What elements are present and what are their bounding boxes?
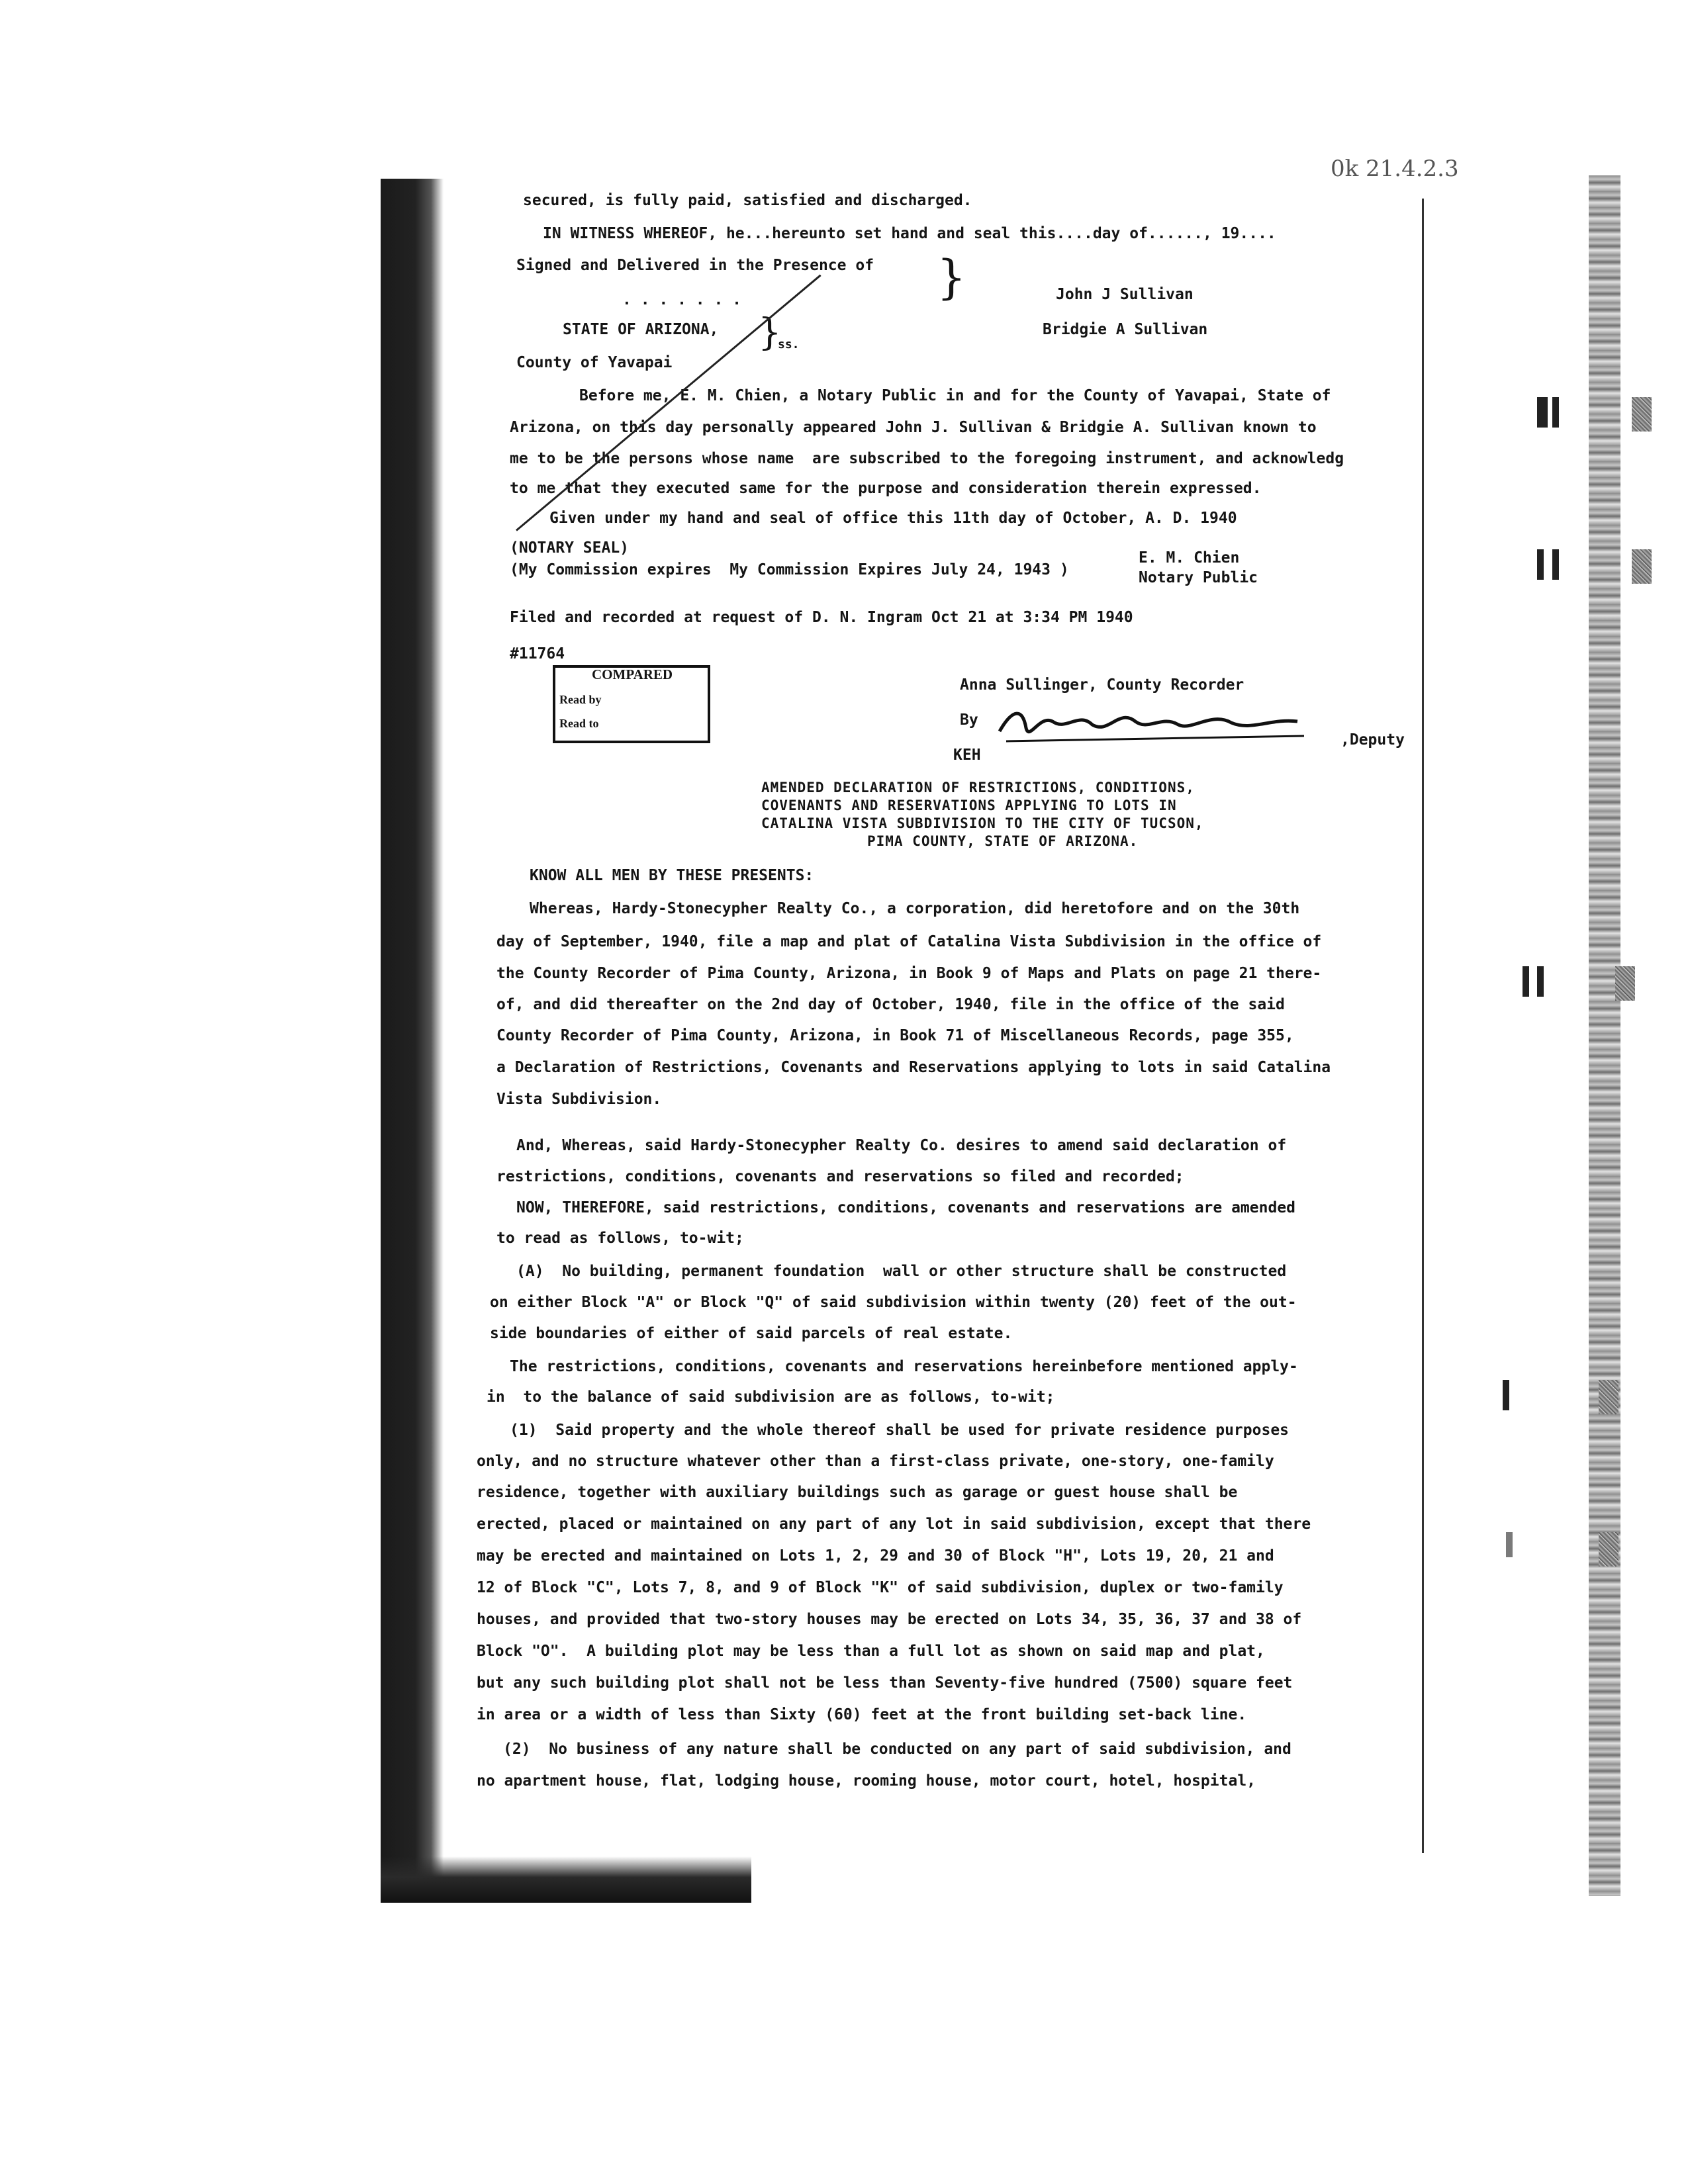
body-line: (A) No building, permanent foundation wall or other structure shall be constructed [516, 1263, 1287, 1280]
document-title-line: CATALINA VISTA SUBDIVISION TO THE CITY OF TUCSON, [761, 815, 1204, 831]
margin-mark [1506, 1532, 1513, 1557]
margin-mark [1537, 966, 1544, 997]
body-line: restrictions, conditions, covenants and reservations so filed and recorded; [496, 1168, 1184, 1185]
body-line: erected, placed or maintained on any part of any lot in said subdivision, except that there [477, 1516, 1311, 1533]
body-line: in to the balance of said subdivision are as follows, to-wit; [487, 1388, 1055, 1406]
body-line: of, and did thereafter on the 2nd day of October, 1940, file in the office of the said [496, 996, 1285, 1013]
body-line: 12 of Block "C", Lots 7, 8, and 9 of Block "K" of said subdivision, duplex or two-family [477, 1579, 1284, 1596]
margin-noise [1632, 397, 1652, 432]
body-line: on either Block "A" or Block "Q" of said subdivision within twenty (20) feet of the out- [490, 1294, 1297, 1311]
notary-text: me to be the persons whose name are subscribed to the foregoing instrument, and acknowledg [510, 450, 1344, 467]
signer-name: Bridgie A Sullivan [1043, 321, 1208, 338]
deputy-label: ,Deputy [1340, 731, 1405, 749]
stamp-read-to: Read to [559, 717, 599, 730]
body-line: a Declaration of Restrictions, Covenants and Reservations applying to lots in said Catalina [496, 1059, 1331, 1076]
text-line: IN WITNESS WHEREOF, he...hereunto set hand and seal this....day of......, 19.... [543, 225, 1276, 242]
body-line: County Recorder of Pima County, Arizona, in Book 71 of Miscellaneous Records, page 355, [496, 1027, 1294, 1044]
notary-title: Notary Public [1139, 569, 1258, 586]
body-line: in area or a width of less than Sixty (60) feet at the front building set-back line. [477, 1706, 1247, 1723]
margin-noise [1599, 1532, 1618, 1567]
corner-handwritten-number: 0k 21.4.2.3 [1331, 156, 1459, 182]
body-line: Whereas, Hardy-Stonecypher Realty Co., a corporation, did heretofore and on the 30th [530, 900, 1300, 917]
scan-left-shadow [381, 179, 444, 1899]
body-line: NOW, THEREFORE, said restrictions, conditions, covenants and reservations are amended [516, 1199, 1296, 1216]
body-line: may be erected and maintained on Lots 1, 2, 29 and 30 of Block "H", Lots 19, 20, 21 and [477, 1547, 1274, 1565]
margin-noise [1599, 1380, 1618, 1414]
notary-text: Arizona, on this day personally appeared John J. Sullivan & Bridgie A. Sullivan known to [510, 419, 1317, 436]
document-title-line: AMENDED DECLARATION OF RESTRICTIONS, CONDITIONS, [761, 780, 1195, 796]
body-line: only, and no structure whatever other than a first-class private, one-story, one-family [477, 1453, 1274, 1470]
ss-mark: ss. [778, 338, 800, 351]
body-line: Block "O". A building plot may be less than a full lot as shown on said map and plat, [477, 1643, 1265, 1660]
compared-stamp [553, 665, 710, 743]
county-heading: County of Yavapai [516, 354, 673, 371]
handwritten-signature [993, 695, 1324, 748]
margin-mark [1537, 549, 1544, 580]
body-line: day of September, 1940, file a map and plat of Catalina Vista Subdivision in the office of [496, 933, 1322, 950]
text-line: . . . . . . . [622, 291, 742, 308]
margin-mark [1503, 1380, 1509, 1410]
margin-noise [1615, 966, 1635, 1001]
text-line: secured, is fully paid, satisfied and discharged. [523, 192, 972, 209]
record-number: #11764 [510, 645, 565, 662]
margin-mark [1552, 397, 1559, 428]
filing-record: Filed and recorded at request of D. N. Ingram Oct 21 at 3:34 PM 1940 [510, 609, 1133, 626]
body-line: Vista Subdivision. [496, 1091, 662, 1108]
notary-seal-label: (NOTARY SEAL) [510, 539, 630, 557]
scan-right-edge-noise [1589, 175, 1620, 1896]
body-line: (2) No business of any nature shall be conducted on any part of said subdivision, and [503, 1741, 1291, 1758]
notary-name: E. M. Chien [1139, 549, 1240, 567]
signer-name: John J Sullivan [1056, 286, 1194, 303]
initials: KEH [953, 747, 981, 764]
text-line: Signed and Delivered in the Presence of [516, 257, 874, 274]
brace: } [758, 311, 782, 354]
body-line: KNOW ALL MEN BY THESE PRESENTS: [530, 867, 814, 884]
document-title-line: COVENANTS AND RESERVATIONS APPLYING TO LOTS IN [761, 797, 1177, 813]
margin-noise [1632, 549, 1652, 584]
body-line: residence, together with auxiliary buildings such as garage or guest house shall be [477, 1484, 1238, 1501]
body-line: houses, and provided that two-story houses may be erected on Lots 34, 35, 36, 37 and 38 of [477, 1611, 1302, 1628]
margin-mark [1552, 549, 1559, 580]
body-line: side boundaries of either of said parcels of real estate. [490, 1325, 1013, 1342]
document-title-line: PIMA COUNTY, STATE OF ARIZONA. [867, 833, 1139, 849]
body-line: The restrictions, conditions, covenants and reservations hereinbefore mentioned apply- [510, 1358, 1298, 1375]
page-right-border [1422, 199, 1424, 1853]
body-line: no apartment house, flat, lodging house, rooming house, motor court, hotel, hospital, [477, 1772, 1256, 1790]
commission-expiry: (My Commission expires My Commission Expires July 24, 1943 ) [510, 561, 1069, 578]
body-line: but any such building plot shall not be less than Seventy-five hundred (7500) square feet [477, 1674, 1293, 1692]
body-line: the County Recorder of Pima County, Arizona, in Book 9 of Maps and Plats on page 21 there- [496, 965, 1322, 982]
body-line: to read as follows, to-wit; [496, 1230, 744, 1247]
brace: } [937, 250, 966, 304]
by-label: By [960, 711, 978, 729]
scan-bottom-shadow [381, 1856, 751, 1903]
notary-text: Before me, E. M. Chien, a Notary Public in and for the County of Yavapai, State of [579, 387, 1331, 404]
notary-text: to me that they executed same for the purpose and consideration therein expressed. [510, 480, 1262, 497]
notary-text: Given under my hand and seal of office this 11th day of October, A. D. 1940 [549, 510, 1237, 527]
stamp-read-by: Read by [559, 693, 602, 706]
recorder-name: Anna Sullinger, County Recorder [960, 676, 1244, 694]
body-line: And, Whereas, said Hardy-Stonecypher Realty Co. desires to amend said declaration of [516, 1137, 1287, 1154]
margin-mark [1537, 397, 1548, 428]
margin-mark [1523, 966, 1529, 997]
stamp-title: COMPARED [592, 666, 673, 682]
state-heading: STATE OF ARIZONA, [563, 321, 719, 338]
body-line: (1) Said property and the whole thereof shall be used for private residence purposes [510, 1422, 1289, 1439]
